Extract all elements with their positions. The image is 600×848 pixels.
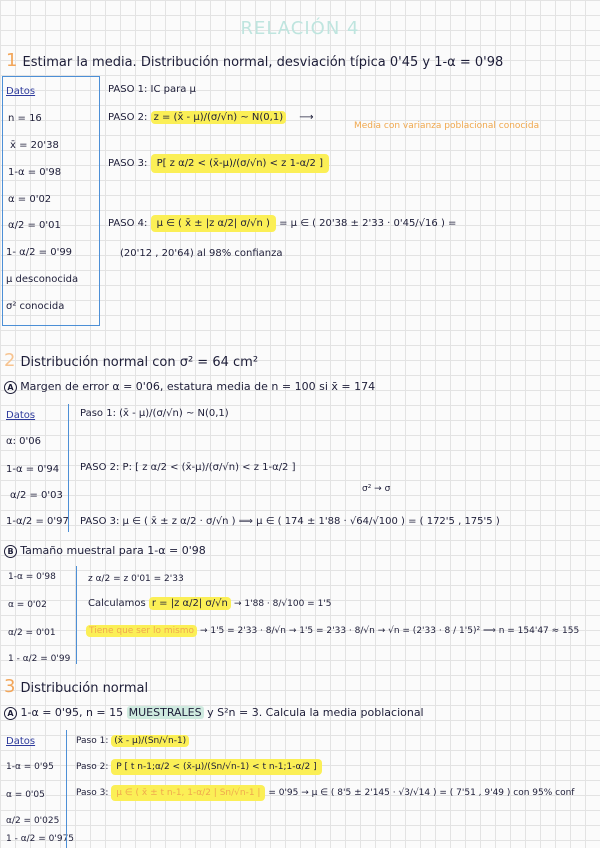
sigma-note: σ² → σ (362, 484, 391, 494)
data-label: Datos (6, 410, 36, 421)
section-heading-text: Distribución normal (20, 681, 149, 696)
paso-2 (76, 762, 322, 772)
data-item: 1-α = 0'94 (6, 464, 60, 475)
paso-label: PASO 2: (108, 112, 148, 123)
data-item: α/2 = 0'01 (8, 628, 56, 638)
heading-part: y S²n = 3. Calcula la media poblacional (207, 706, 424, 719)
z-value: z α/2 = z 0'01 = 2'33 (88, 574, 184, 584)
formula-rest: = μ ∈ ( 20'38 ± 2'33 · 0'45/√16 ) = (279, 218, 457, 229)
same-line (86, 626, 579, 636)
data-item: σ² conocida (6, 301, 65, 312)
section-3-heading (4, 676, 148, 697)
word-highlight: MUESTRALES (128, 706, 202, 719)
section-1-heading (6, 50, 503, 71)
paso-label: Paso 3: (76, 788, 109, 798)
result-text: (20'12 , 20'64) al 98% confianza (120, 248, 283, 259)
arrow-icon: ⟶ (299, 112, 314, 123)
data-item: n = 16 (8, 113, 42, 124)
data-item: μ desconocida (6, 274, 79, 285)
paso-label: Paso 2: (76, 762, 109, 772)
paso-1: PASO 1: IC para μ (108, 84, 196, 95)
data-item: 1 - α/2 = 0'99 (8, 654, 71, 664)
data-item: 1 - α/2 = 0'975 (6, 834, 75, 844)
circled-letter: B (4, 545, 17, 558)
section-heading-text: Estimar la media. Distribución normal, desviación típica 0'45 y 1-α = 0'98 (22, 55, 504, 70)
data-label: Datos (6, 736, 36, 747)
data-item: 1-α = 0'95 (6, 762, 54, 772)
heading-part: 1-α = 0'95, n = 15 (20, 706, 124, 719)
data-item: α: 0'06 (6, 436, 41, 447)
formula-highlight: μ ∈ ( x̄ ± |z α/2| σ/√n ) (151, 215, 276, 232)
paso-label: Paso 1: (76, 736, 109, 746)
subsection-a-heading (4, 706, 424, 720)
formula-highlight: z = (x̄ - μ)/(σ/√n) ~ N(0,1) (151, 111, 287, 124)
data-item: α = 0'05 (6, 790, 45, 800)
paso-1 (76, 736, 189, 746)
subsection-heading-text: Tamaño muestral para 1-α = 0'98 (20, 544, 206, 557)
divider-line (66, 730, 67, 848)
section-number: 1 (6, 50, 18, 71)
formula-highlight: r = |z α/2| σ/√n (149, 597, 231, 610)
data-item: α = 0'02 (8, 194, 52, 205)
section-number: 2 (4, 350, 16, 371)
formula-highlight: μ ∈ ( x̄ ± t n-1, 1-α/2 | Sn/√n-1 | (111, 785, 265, 801)
divider-line (68, 404, 69, 532)
paso-label: PASO 3: (108, 158, 148, 169)
subsection-heading-text: Margen de error α = 0'06, estatura media de n = 100 si x̄ = 174 (20, 380, 376, 393)
paso-3: PASO 3: μ ∈ ( x̄ ± z α/2 · σ/√n ) ⟹ μ ∈ ( 174 ± 1'88 · √64/√100 ) = ( 172'5 , 175'5 ) (80, 516, 500, 527)
section-number: 3 (4, 676, 16, 697)
data-item: α/2 = 0'025 (6, 816, 60, 826)
section-2-heading (4, 350, 258, 371)
paso-3 (108, 158, 329, 169)
data-item: 1-α = 0'98 (8, 572, 56, 582)
side-note: Media con varianza poblacional conocida (354, 121, 540, 131)
paso-2: PASO 2: P: [ z α/2 < (x̄-μ)/(σ/√n) < z 1-α/2 ] (80, 462, 296, 473)
formula-highlight: P [ t n-1;α/2 < (x̄-μ)/(Sn/√n-1) < t n-1;1-α/2 ] (111, 759, 321, 775)
paso-4 (108, 218, 456, 229)
paso-3 (76, 788, 574, 798)
paso-1: Paso 1: (x̄ - μ)/(σ/√n) ~ N(0,1) (80, 408, 229, 419)
label-highlight: Tiene que ser lo mismo (86, 625, 197, 637)
calc-line (88, 598, 332, 609)
formula-rest: = 0'95 → μ ∈ ( 8'5 ± 2'145 · √3/√14 ) = ( 7'51 , 9'49 ) con 95% conf (268, 788, 575, 798)
paso-label: PASO 4: (108, 218, 148, 229)
formula-highlight: P[ z α/2 < (x̄-μ)/(σ/√n) < z 1-α/2 ] (151, 154, 329, 173)
page-title: RELACIÓN 4 (240, 18, 360, 39)
paso-2 (108, 112, 314, 123)
subsection-b-heading (4, 544, 206, 558)
formula-rest: → 1'5 = 2'33 · 8/√n → 1'5 = 2'33 · 8/√n → √n = (2'33 · 8 / 1'5)² ⟹ n = 154'47 ≈ 155 (199, 626, 580, 636)
divider-line (76, 566, 77, 664)
formula-rest: → 1'88 · 8/√100 = 1'5 (234, 599, 332, 609)
data-item: 1-α = 0'98 (8, 167, 62, 178)
data-item: α = 0'02 (8, 600, 47, 610)
calc-label: Calculamos (88, 598, 146, 609)
data-item: x̄ = 20'38 (10, 140, 59, 151)
subsection-a-heading (4, 380, 375, 394)
data-item: α/2 = 0'01 (8, 220, 61, 231)
data-item: 1- α/2 = 0'99 (6, 247, 73, 258)
data-label: Datos (6, 86, 36, 97)
circled-letter: A (4, 381, 17, 394)
data-item: α/2 = 0'03 (10, 490, 63, 501)
circled-letter: A (4, 707, 17, 720)
data-item: 1-α/2 = 0'97 (6, 516, 69, 527)
formula-highlight: (x̄ - μ)/(Sn/√n-1) (111, 735, 189, 747)
section-heading-text: Distribución normal con σ² = 64 cm² (20, 355, 259, 370)
